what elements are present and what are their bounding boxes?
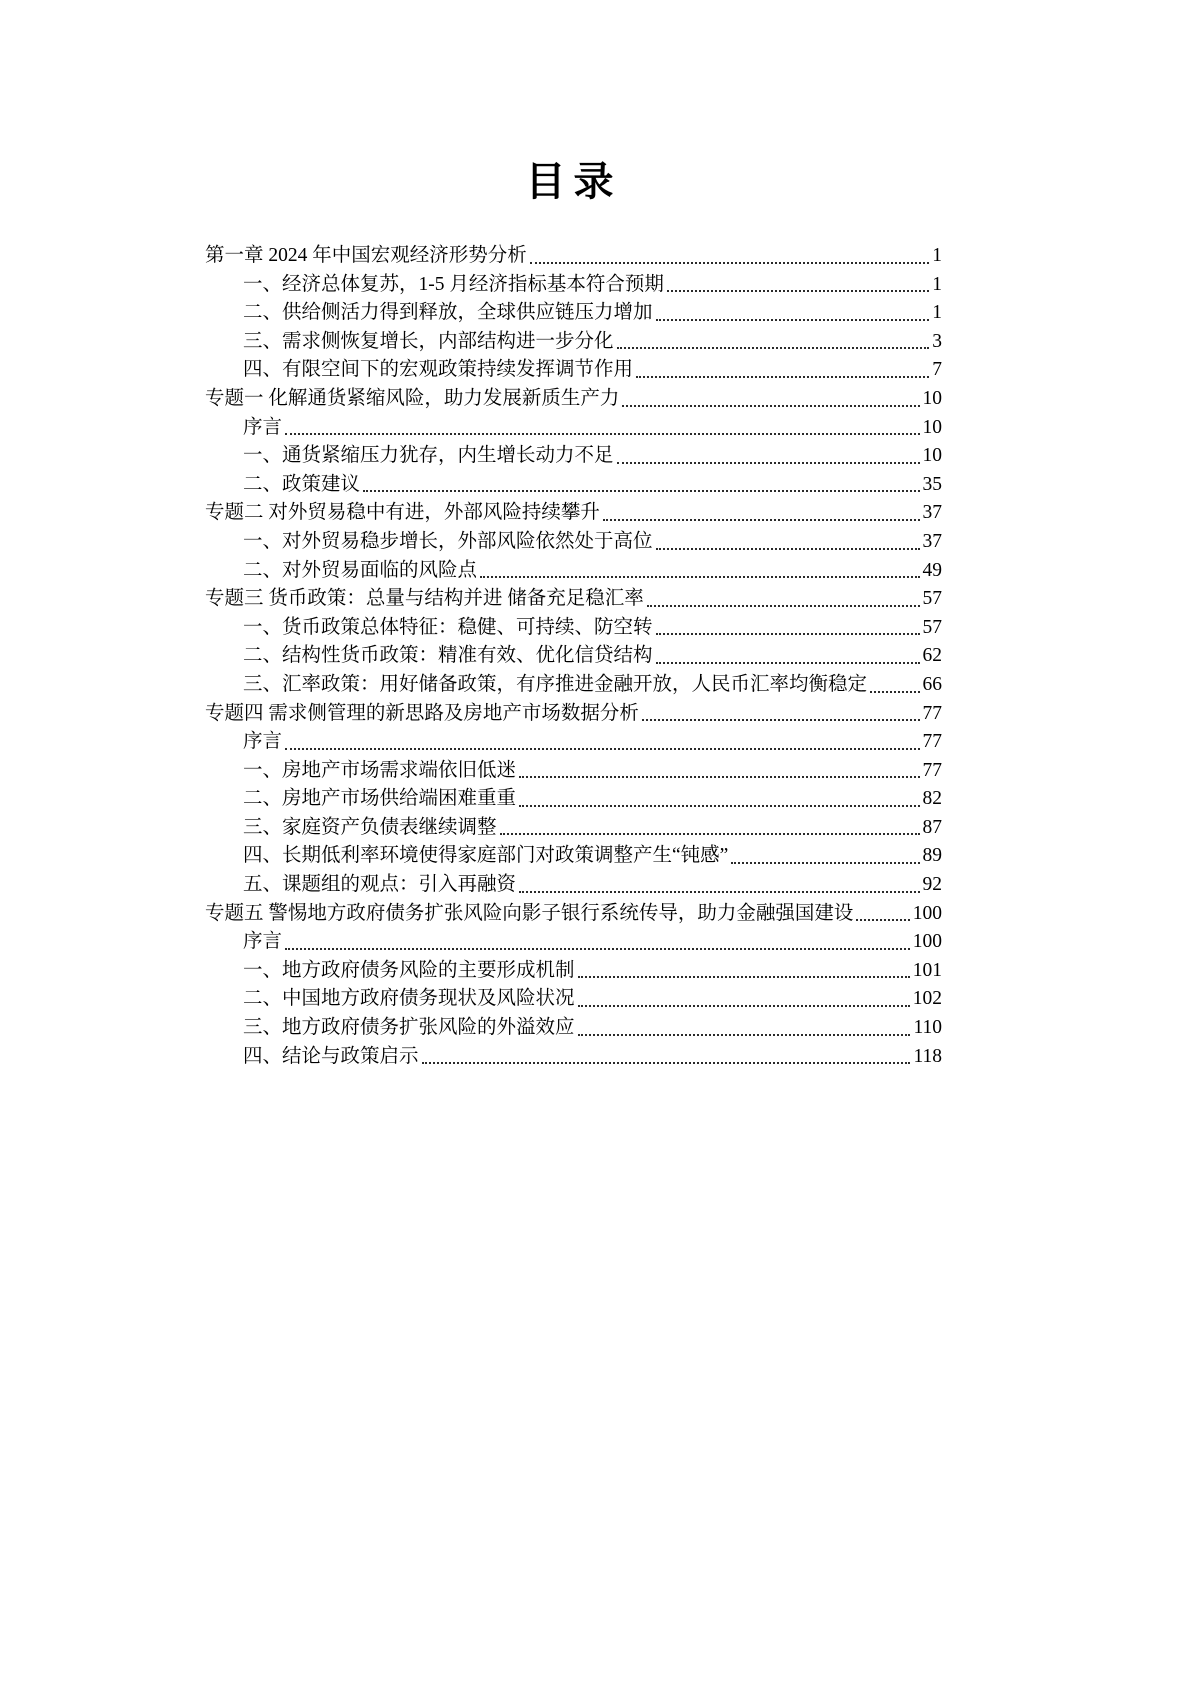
toc-entry (205, 471, 942, 500)
toc-entry-page: 10 (922, 416, 942, 438)
toc-entry-page: 57 (922, 588, 942, 610)
toc-list (205, 242, 942, 1071)
toc-entry-label: 一、货币政策总体特征：稳健、可持续、防空转 (243, 616, 653, 638)
toc-entry-label: 三、家庭资产负债表继续调整 (243, 816, 497, 838)
toc-leader-dots (422, 1043, 911, 1072)
toc-entry (205, 700, 942, 729)
toc-entry-page: 89 (922, 845, 942, 867)
toc-entry-page: 35 (922, 473, 942, 495)
toc-entry (205, 842, 942, 871)
toc-entry-page: 77 (922, 702, 942, 724)
toc-entry (205, 1014, 942, 1043)
toc-entry (205, 871, 942, 900)
toc-leader-dots (285, 728, 919, 757)
toc-entry-label: 二、供给侧活力得到释放，全球供应链压力增加 (243, 302, 653, 324)
toc-entry (205, 271, 942, 300)
toc-entry-label: 三、汇率政策：用好储备政策，有序推进金融开放，人民币汇率均衡稳定 (243, 673, 868, 695)
toc-entry-page: 100 (912, 902, 942, 924)
toc-leader-dots (731, 842, 919, 871)
toc-leader-dots (856, 900, 909, 929)
toc-entry-label: 专题三 货币政策：总量与结构并进 储备充足稳汇率 (205, 588, 644, 610)
toc-entry-label: 专题二 对外贸易稳中有进，外部风险持续攀升 (205, 502, 600, 524)
toc-entry-label: 专题四 需求侧管理的新思路及房地产市场数据分析 (205, 702, 639, 724)
toc-entry (205, 985, 942, 1014)
toc-entry-page: 1 (932, 302, 942, 324)
toc-entry (205, 242, 942, 271)
toc-leader-dots (617, 442, 920, 471)
toc-entry (205, 928, 942, 957)
toc-entry-page: 101 (912, 959, 942, 981)
toc-entry-label: 二、对外贸易面临的风险点 (243, 559, 478, 581)
toc-entry-label: 专题一 化解通货紧缩风险，助力发展新质生产力 (205, 387, 620, 409)
toc-leader-dots (667, 271, 929, 300)
toc-leader-dots (519, 871, 919, 900)
toc-entry-label: 五、课题组的观点：引入再融资 (243, 874, 517, 896)
toc-entry-page: 82 (922, 788, 942, 810)
toc-entry-label: 二、政策建议 (243, 473, 361, 495)
toc-entry-label: 序言 (243, 416, 283, 438)
toc-entry-page: 10 (922, 387, 942, 409)
toc-entry-label: 四、结论与政策启示 (243, 1045, 419, 1067)
toc-entry-page: 1 (932, 273, 942, 295)
toc-entry (205, 785, 942, 814)
toc-entry (205, 671, 942, 700)
toc-entry-page: 77 (922, 731, 942, 753)
toc-leader-dots (480, 557, 919, 586)
toc-leader-dots (363, 471, 919, 500)
toc-entry-page: 66 (922, 673, 942, 695)
toc-entry-page: 118 (913, 1045, 942, 1067)
toc-entry (205, 442, 942, 471)
page-title: 目录 (525, 159, 622, 204)
toc-entry-page: 10 (922, 445, 942, 467)
toc-leader-dots (870, 671, 919, 700)
toc-entry-label: 二、结构性货币政策：精准有效、优化信贷结构 (243, 645, 653, 667)
toc-leader-dots (636, 356, 929, 385)
toc-entry (205, 757, 942, 786)
toc-entry-label: 一、对外贸易稳步增长，外部风险依然处于高位 (243, 530, 653, 552)
toc-entry-label: 三、需求侧恢复增长，内部结构进一步分化 (243, 330, 614, 352)
toc-entry-page: 3 (932, 330, 942, 352)
toc-entry (205, 900, 942, 929)
toc-leader-dots (603, 499, 920, 528)
toc-leader-dots (500, 814, 920, 843)
toc-entry-page: 100 (912, 931, 942, 953)
toc-leader-dots (647, 585, 920, 614)
toc-entry-page: 7 (932, 359, 942, 381)
toc-entry-page: 37 (922, 502, 942, 524)
toc-entry-page: 62 (922, 645, 942, 667)
toc-entry (205, 414, 942, 443)
toc-entry (205, 385, 942, 414)
toc-entry-label: 一、房地产市场需求端依旧低迷 (243, 759, 517, 781)
toc-entry-page: 87 (922, 816, 942, 838)
toc-leader-dots (519, 757, 919, 786)
toc-entry-label: 第一章 2024 年中国宏观经济形势分析 (205, 245, 527, 266)
toc-entry-page: 37 (922, 530, 942, 552)
toc-leader-dots (622, 385, 919, 414)
toc-entry (205, 814, 942, 843)
toc-leader-dots (285, 928, 910, 957)
toc-leader-dots (285, 414, 919, 443)
toc-leader-dots (656, 642, 920, 671)
toc-leader-dots (656, 528, 920, 557)
toc-entry-label: 四、有限空间下的宏观政策持续发挥调节作用 (243, 359, 634, 381)
toc-entry-page: 102 (912, 988, 942, 1010)
toc-entry (205, 1043, 942, 1072)
toc-entry (205, 499, 942, 528)
toc-entry-label: 一、通货紧缩压力犹存，内生增长动力不足 (243, 445, 614, 467)
toc-entry (205, 299, 942, 328)
toc-entry-label: 二、房地产市场供给端困难重重 (243, 788, 517, 810)
toc-entry (205, 328, 942, 357)
toc-entry-page: 110 (913, 1017, 942, 1039)
toc-entry (205, 728, 942, 757)
toc-leader-dots (578, 1014, 911, 1043)
toc-leader-dots (519, 785, 919, 814)
toc-leader-dots (617, 328, 930, 357)
toc-entry-label: 序言 (243, 731, 283, 753)
toc-leader-dots (642, 700, 920, 729)
toc-entry-label: 三、地方政府债务扩张风险的外溢效应 (243, 1017, 575, 1039)
toc-leader-dots (656, 614, 920, 643)
toc-entry (205, 642, 942, 671)
toc-entry-label: 专题五 警惕地方政府债务扩张风险向影子银行系统传导，助力金融强国建设 (205, 902, 854, 924)
toc-entry (205, 356, 942, 385)
toc-entry (205, 528, 942, 557)
toc-entry-page: 1 (932, 245, 942, 266)
toc-entry-page: 49 (922, 559, 942, 581)
toc-entry-label: 序言 (243, 931, 283, 953)
toc-entry-label: 二、中国地方政府债务现状及风险状况 (243, 988, 575, 1010)
toc-leader-dots (578, 985, 910, 1014)
toc-entry-page: 57 (922, 616, 942, 638)
toc-entry-page: 77 (922, 759, 942, 781)
toc-entry-page: 92 (922, 874, 942, 896)
toc-leader-dots (578, 957, 910, 986)
toc-leader-dots (656, 299, 930, 328)
toc-entry (205, 557, 942, 586)
toc-entry-label: 一、地方政府债务风险的主要形成机制 (243, 959, 575, 981)
toc-entry (205, 614, 942, 643)
toc-entry (205, 585, 942, 614)
toc-entry (205, 957, 942, 986)
toc-entry-label: 四、长期低利率环境使得家庭部门对政策调整产生“钝感” (243, 845, 729, 867)
toc-entry-label: 一、经济总体复苏，1-5 月经济指标基本符合预期 (243, 273, 664, 295)
toc-leader-dots (530, 242, 929, 271)
